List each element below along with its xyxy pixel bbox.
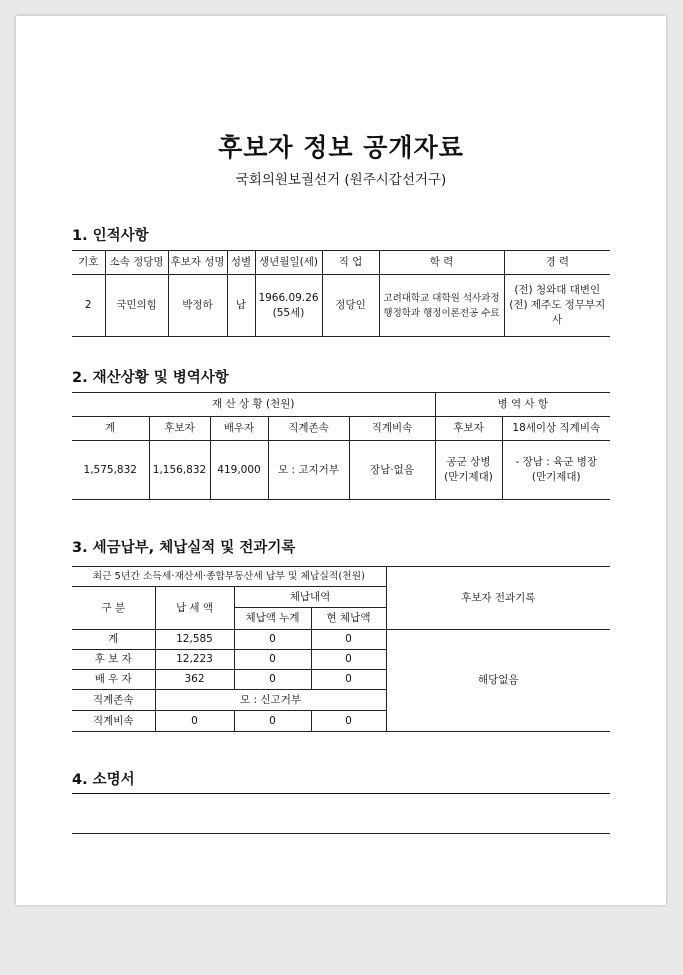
candidate-name: 박정하 xyxy=(168,275,227,337)
tax-row-cum: 0 xyxy=(234,711,311,732)
tax-row-cur: 0 xyxy=(311,711,386,732)
education-line1: 고려대학교 대학원 석사과정 xyxy=(383,292,500,304)
statement-rule-bottom xyxy=(72,833,610,834)
prop-total-header: 계 xyxy=(72,417,149,441)
header-number: 기호 xyxy=(72,251,105,275)
mil-candidate xyxy=(435,441,502,500)
mil-candidate-discharge: (만기제대) xyxy=(444,471,493,483)
tax-row-paid: 362 xyxy=(155,670,234,690)
prop-candidate-header: 후보자 xyxy=(149,417,210,441)
personal-info-table xyxy=(72,250,610,337)
mil-child-header: 18세이상 직계비속 xyxy=(502,417,610,441)
document-sheet xyxy=(16,16,666,905)
header-gender: 성별 xyxy=(227,251,255,275)
section1-title: 1. 인적사항 xyxy=(72,228,149,244)
document-title: 후보자 정보 공개자료 xyxy=(218,133,464,162)
tax-arrears-cur-header: 현 체납액 xyxy=(311,608,386,630)
candidate-career xyxy=(504,275,610,337)
header-career: 경 력 xyxy=(504,251,610,275)
mil-candidate-rank: 공군 상병 xyxy=(446,456,491,468)
property-military-table xyxy=(72,392,610,500)
prop-ascendant-header: 직계존속 xyxy=(268,417,349,441)
tax-row-paid: 0 xyxy=(155,711,234,732)
prop-spouse-header: 배우자 xyxy=(210,417,268,441)
birth-age: (55세) xyxy=(272,306,305,319)
tax-row-label: 직계존속 xyxy=(72,690,155,711)
tax-arrears-header: 체납내역 xyxy=(234,587,386,608)
candidate-education xyxy=(379,275,504,337)
prop-total: 1,575,832 xyxy=(72,441,149,500)
section2-title: 2. 재산상황 및 병역사항 xyxy=(72,370,229,386)
candidate-gender: 남 xyxy=(227,275,255,337)
mil-child xyxy=(502,441,610,500)
tax-row-label: 직계비속 xyxy=(72,711,155,732)
tax-category-header: 구 분 xyxy=(72,587,155,630)
section4-title: 4. 소명서 xyxy=(72,772,135,788)
document-subtitle: 국회의원보궐선거 (원주시갑선거구) xyxy=(235,172,447,188)
tax-criminal-table xyxy=(72,566,610,732)
header-birth: 생년월일(세) xyxy=(255,251,322,275)
tax-row-paid: 12,585 xyxy=(155,630,234,650)
birth-date: 1966.09.26 xyxy=(258,291,319,304)
prop-descendant-header: 직계비속 xyxy=(349,417,435,441)
education-line2: 행정학과 행정이론전공 수료 xyxy=(383,307,500,319)
mil-candidate-header: 후보자 xyxy=(435,417,502,441)
tax-row-label: 후 보 자 xyxy=(72,650,155,670)
tax-row-cum: 0 xyxy=(234,630,311,650)
tax-row-cur: 0 xyxy=(311,670,386,690)
mil-child-rank: - 장남 : 육군 병장 xyxy=(515,456,598,468)
prop-spouse: 419,000 xyxy=(210,441,268,500)
career-line2: (전) 제주도 정무부지사 xyxy=(509,299,606,326)
statement-rule-top xyxy=(72,793,610,794)
tax-arrears-cum-header: 체납액 누계 xyxy=(234,608,311,630)
tax-row-cum: 0 xyxy=(234,650,311,670)
header-job: 직 업 xyxy=(322,251,379,275)
tax-row-label: 계 xyxy=(72,630,155,650)
tax-row-paid: 12,223 xyxy=(155,650,234,670)
tax-row-total xyxy=(72,630,610,650)
header-party: 소속 정당명 xyxy=(105,251,168,275)
candidate-job: 정당인 xyxy=(322,275,379,337)
tax-paid-header: 납 세 액 xyxy=(155,587,234,630)
tax-row-cum: 0 xyxy=(234,670,311,690)
tax-row-cur: 0 xyxy=(311,650,386,670)
tax-ascendant-value: 모 : 신고거부 xyxy=(155,690,386,711)
prop-descendant: 장남·없음 xyxy=(349,441,435,500)
property-header: 재 산 상 황 (천원) xyxy=(72,393,435,417)
header-name: 후보자 성명 xyxy=(168,251,227,275)
tax-row-label: 배 우 자 xyxy=(72,670,155,690)
criminal-header: 후보자 전과기록 xyxy=(386,567,610,630)
header-education: 학 력 xyxy=(379,251,504,275)
tax-row-cur: 0 xyxy=(311,630,386,650)
candidate-party: 국민의힘 xyxy=(105,275,168,337)
prop-ascendant: 모 : 고지거부 xyxy=(268,441,349,500)
prop-candidate: 1,156,832 xyxy=(149,441,210,500)
candidate-birth xyxy=(255,275,322,337)
military-header: 병 역 사 항 xyxy=(435,393,610,417)
candidate-number: 2 xyxy=(72,275,105,337)
section3-title: 3. 세금납부, 체납실적 및 전과기록 xyxy=(72,540,296,556)
criminal-value: 해당없음 xyxy=(386,630,610,732)
tax-header: 최근 5년간 소득세·재산세·종합부동산세 납부 및 체납실적(천원) xyxy=(72,567,386,587)
mil-child-discharge: (만기제대) xyxy=(531,471,581,483)
career-line1: (전) 청와대 대변인 xyxy=(514,284,601,296)
